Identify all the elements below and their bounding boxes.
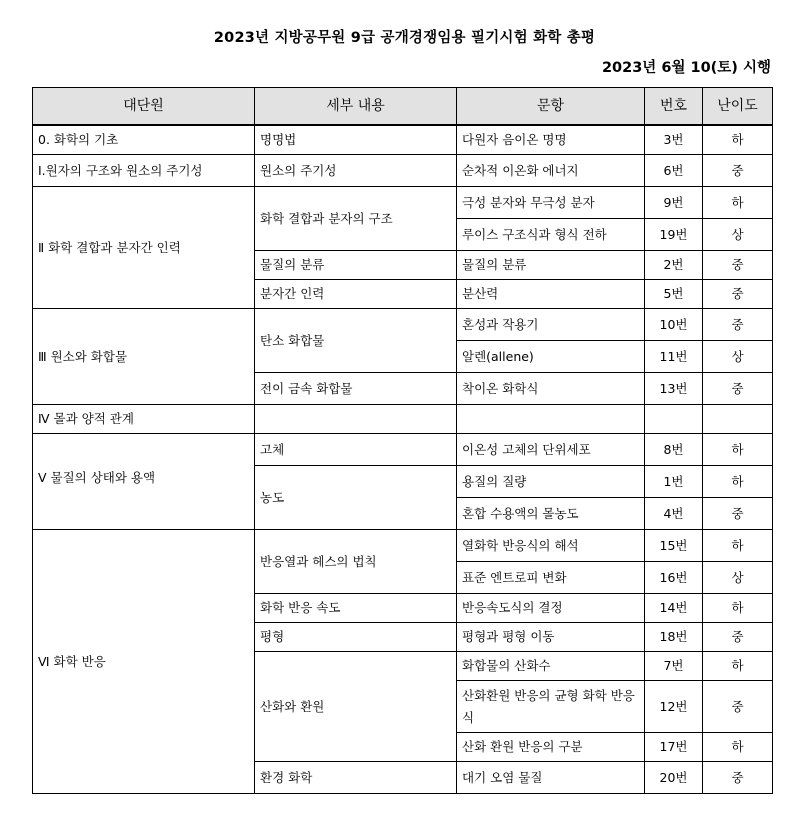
detail-cell: 환경 화학	[255, 762, 457, 794]
number-cell: 1번	[645, 466, 703, 498]
difficulty-cell: 하	[703, 733, 773, 762]
table-row	[33, 530, 773, 562]
column-header-unit: 대단원	[33, 88, 255, 126]
detail-cell: 화학 결합과 분자의 구조	[255, 187, 457, 251]
question-cell: 물질의 분류	[457, 251, 645, 280]
detail-cell: 반응열과 헤스의 법칙	[255, 530, 457, 594]
question-cell: 혼성과 작용기	[457, 309, 645, 341]
number-cell: 11번	[645, 341, 703, 373]
detail-cell: 전이 금속 화합물	[255, 373, 457, 405]
detail-cell: 원소의 주기성	[255, 155, 457, 187]
difficulty-cell: 상	[703, 341, 773, 373]
number-cell: 8번	[645, 434, 703, 466]
detail-cell: 화학 반응 속도	[255, 594, 457, 623]
difficulty-cell: 중	[703, 155, 773, 187]
difficulty-cell: 하	[703, 530, 773, 562]
number-cell: 17번	[645, 733, 703, 762]
number-cell: 5번	[645, 280, 703, 309]
difficulty-cell: 중	[703, 681, 773, 733]
detail-cell: 분자간 인력	[255, 280, 457, 309]
column-header-number: 번호	[645, 88, 703, 126]
number-cell: 9번	[645, 187, 703, 219]
unit-cell: 0. 화학의 기초	[33, 125, 255, 155]
unit-cell: Ⅰ.원자의 구조와 원소의 주기성	[33, 155, 255, 187]
unit-cell: Ⅲ 원소와 화합물	[33, 309, 255, 405]
difficulty-cell: 하	[703, 652, 773, 681]
table-header-row	[33, 88, 773, 126]
number-cell: 6번	[645, 155, 703, 187]
number-cell: 16번	[645, 562, 703, 594]
table-row	[33, 405, 773, 434]
difficulty-cell: 하	[703, 594, 773, 623]
question-cell: 열화학 반응식의 해석	[457, 530, 645, 562]
unit-cell: Ⅳ 몰과 양적 관계	[33, 405, 255, 434]
difficulty-cell: 중	[703, 280, 773, 309]
difficulty-cell: 하	[703, 466, 773, 498]
difficulty-cell: 중	[703, 373, 773, 405]
number-cell	[645, 405, 703, 434]
question-cell: 용질의 질량	[457, 466, 645, 498]
question-cell: 대기 오염 물질	[457, 762, 645, 794]
question-cell: 산화환원 반응의 균형 화학 반응식	[457, 681, 645, 733]
difficulty-cell: 중	[703, 251, 773, 280]
exam-summary-table	[32, 87, 773, 794]
number-cell: 15번	[645, 530, 703, 562]
detail-cell: 평형	[255, 623, 457, 652]
difficulty-cell: 상	[703, 219, 773, 251]
question-cell: 다원자 음이온 명명	[457, 125, 645, 155]
question-cell: 산화 환원 반응의 구분	[457, 733, 645, 762]
exam-date: 2023년 6월 10(토) 시행	[601, 60, 771, 76]
question-cell: 화합물의 산화수	[457, 652, 645, 681]
table-row	[33, 187, 773, 219]
detail-cell: 산화와 환원	[255, 652, 457, 762]
column-header-question: 문항	[457, 88, 645, 126]
unit-cell: Ⅴ 물질의 상태와 용액	[33, 434, 255, 530]
column-header-detail: 세부 내용	[255, 88, 457, 126]
difficulty-cell: 중	[703, 623, 773, 652]
number-cell: 20번	[645, 762, 703, 794]
difficulty-cell: 하	[703, 125, 773, 155]
number-cell: 12번	[645, 681, 703, 733]
difficulty-cell: 상	[703, 562, 773, 594]
unit-cell: Ⅱ 화학 결합과 분자간 인력	[33, 187, 255, 309]
detail-cell: 농도	[255, 466, 457, 530]
number-cell: 18번	[645, 623, 703, 652]
difficulty-cell: 중	[703, 762, 773, 794]
question-cell: 반응속도식의 결정	[457, 594, 645, 623]
table-row	[33, 155, 773, 187]
detail-cell: 물질의 분류	[255, 251, 457, 280]
question-cell: 이온성 고체의 단위세포	[457, 434, 645, 466]
question-cell: 알렌(allene)	[457, 341, 645, 373]
number-cell: 4번	[645, 498, 703, 530]
question-cell: 표준 엔트로피 변화	[457, 562, 645, 594]
question-cell: 순차적 이온화 에너지	[457, 155, 645, 187]
table-row	[33, 125, 773, 155]
detail-cell	[255, 405, 457, 434]
number-cell: 19번	[645, 219, 703, 251]
question-cell: 착이온 화학식	[457, 373, 645, 405]
number-cell: 13번	[645, 373, 703, 405]
question-cell: 분산력	[457, 280, 645, 309]
table-row	[33, 434, 773, 466]
detail-cell: 명명법	[255, 125, 457, 155]
number-cell: 10번	[645, 309, 703, 341]
table-row	[33, 309, 773, 341]
question-cell: 루이스 구조식과 형식 전하	[457, 219, 645, 251]
difficulty-cell: 하	[703, 187, 773, 219]
question-cell: 평형과 평형 이동	[457, 623, 645, 652]
difficulty-cell: 중	[703, 498, 773, 530]
detail-cell: 탄소 화합물	[255, 309, 457, 373]
difficulty-cell: 하	[703, 434, 773, 466]
number-cell: 2번	[645, 251, 703, 280]
page-title: 2023년 지방공무원 9급 공개경쟁임용 필기시험 화학 총평	[213, 30, 596, 46]
number-cell: 14번	[645, 594, 703, 623]
number-cell: 3번	[645, 125, 703, 155]
question-cell	[457, 405, 645, 434]
question-cell: 혼합 수용액의 몰농도	[457, 498, 645, 530]
difficulty-cell: 중	[703, 309, 773, 341]
column-header-difficulty: 난이도	[703, 88, 773, 126]
question-cell: 극성 분자와 무극성 분자	[457, 187, 645, 219]
number-cell: 7번	[645, 652, 703, 681]
detail-cell: 고체	[255, 434, 457, 466]
difficulty-cell	[703, 405, 773, 434]
unit-cell: Ⅵ 화학 반응	[33, 530, 255, 794]
